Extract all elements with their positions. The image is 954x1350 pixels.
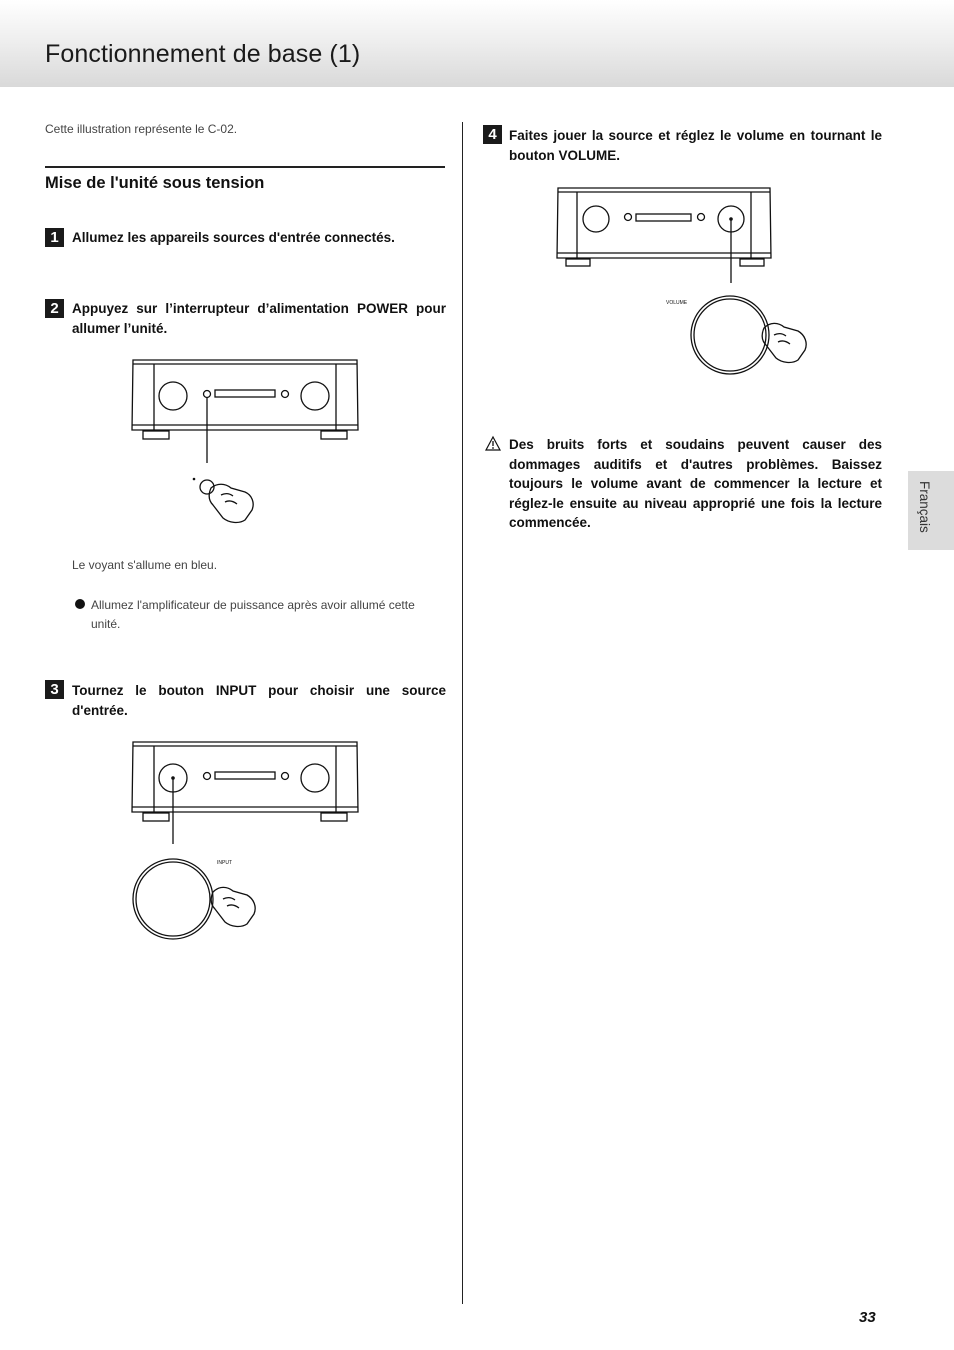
amplifier-input-illustration <box>125 737 365 947</box>
step-2-number: 2 <box>45 299 64 318</box>
step-4-text: Faites jouer la source et réglez le volume en tournant le bouton VOLUME. <box>509 128 882 163</box>
step-3-number: 3 <box>45 680 64 699</box>
step-1-text: Allumez les appareils sources d'entrée connectés. <box>72 230 395 245</box>
step-1-number: 1 <box>45 228 64 247</box>
amplifier-power-illustration <box>125 355 365 535</box>
bullet-icon <box>75 599 85 609</box>
volume-label: VOLUME <box>666 300 688 306</box>
page-title: Fonctionnement de base (1) <box>45 40 361 68</box>
step-2-text: Appuyez sur l’interrupteur d’alimentation POWER pour allumer l’unité. <box>72 301 446 336</box>
amplifier-volume-illustration <box>550 183 820 383</box>
bullet-text: Allumez l'amplificateur de puissance après avoir allumé cette unité. <box>91 598 415 631</box>
warning-triangle-icon <box>485 436 501 451</box>
language-tab <box>908 471 954 550</box>
page-number: 33 <box>859 1309 876 1326</box>
section-title: Mise de l'unité sous tension <box>45 174 265 192</box>
step-3-text: Tournez le bouton INPUT pour choisir une source d'entrée. <box>72 683 446 718</box>
page-header <box>0 0 954 87</box>
section-rule <box>45 166 445 168</box>
step-2-result: Le voyant s'allume en bleu. <box>72 558 218 572</box>
language-tab-label: Français <box>917 481 932 533</box>
input-label: INPUT <box>217 860 232 866</box>
warning-text: Des bruits forts et soudains peuvent causer des dommages auditifs et d'autres problèmes. Baissez toujours le volume avant de commencer la lecture et réglez-le ensuite au niveau approprié une fois la lecture commencée. <box>509 437 882 530</box>
intro-note: Cette illustration représente le C-02. <box>45 122 238 136</box>
column-divider <box>462 122 463 1304</box>
step-4-number: 4 <box>483 125 502 144</box>
